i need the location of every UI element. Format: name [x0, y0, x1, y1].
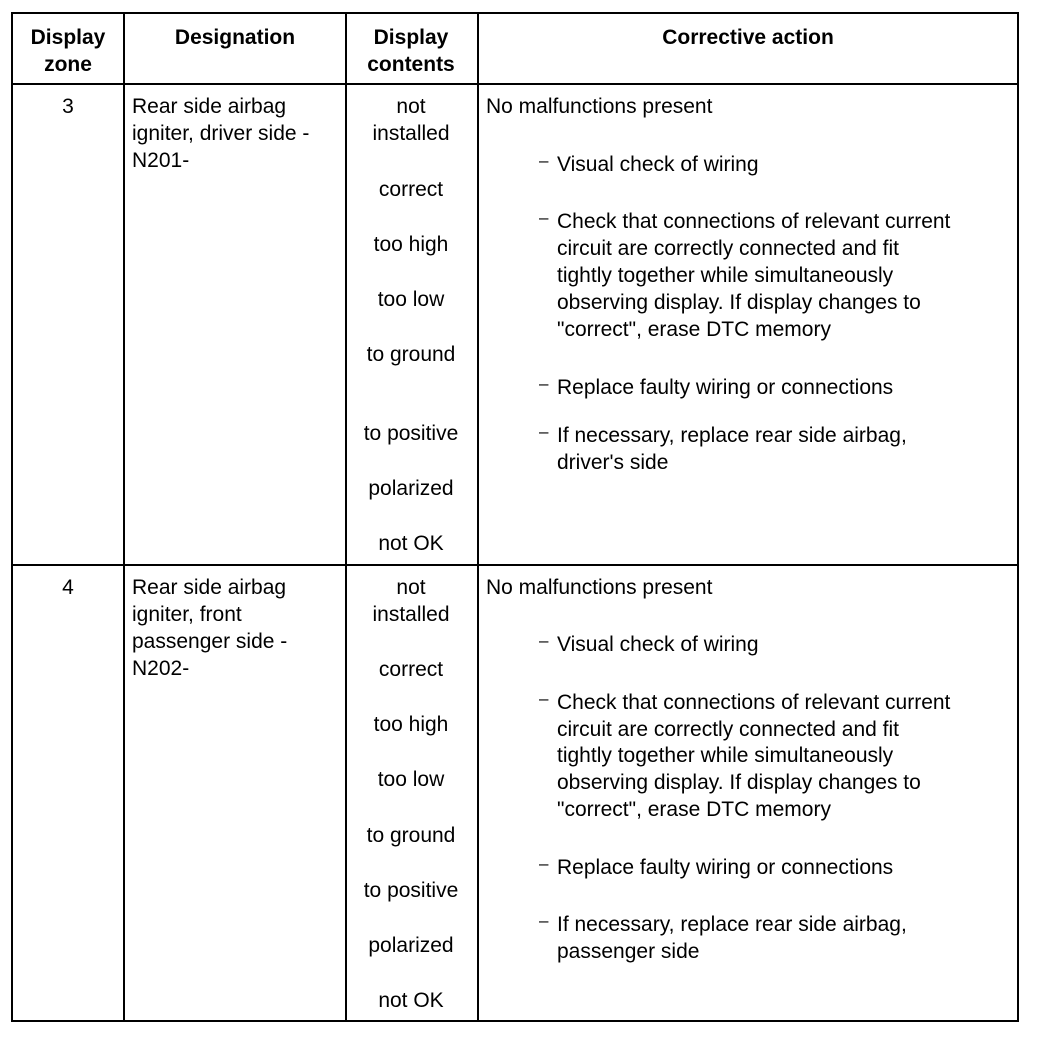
action-intro: No malfunctions present	[486, 95, 713, 118]
action-line: If necessary, replace rear side airbag,	[557, 424, 907, 447]
designation-line: Rear side airbag	[132, 576, 287, 599]
display-content: correct	[378, 658, 444, 681]
zone-number: 4	[62, 576, 74, 599]
display-content: not OK	[378, 989, 444, 1012]
action-line: observing display. If display changes to	[557, 291, 921, 314]
header-contents-line-1: Display	[373, 26, 449, 49]
action-line: circuit are correctly connected and fit	[557, 718, 899, 741]
action-line: Check that connections of relevant current	[557, 691, 951, 714]
display-content: to ground	[366, 824, 456, 847]
bullet-dash: –	[539, 631, 549, 650]
header-zone-line-1: Display	[30, 26, 106, 49]
designation-line: passenger side -	[132, 630, 288, 653]
column-divider	[477, 14, 479, 1020]
bullet-dash: –	[539, 374, 549, 393]
header-zone-line-2: zone	[44, 53, 92, 76]
action-line: driver's side	[557, 451, 669, 474]
action-line: Visual check of wiring	[557, 633, 759, 656]
display-content: installed	[372, 603, 450, 626]
row-divider	[13, 564, 1017, 566]
designation-line: N201-	[132, 149, 190, 172]
display-content: correct	[378, 178, 444, 201]
bullet-dash: –	[539, 854, 549, 873]
zone-number: 3	[62, 95, 74, 118]
designation-line: Rear side airbag	[132, 95, 287, 118]
action-line: Visual check of wiring	[557, 153, 759, 176]
action-line: "correct", erase DTC memory	[557, 798, 831, 821]
action-line: circuit are correctly connected and fit	[557, 237, 899, 260]
display-content: polarized	[368, 934, 454, 957]
bullet-dash: –	[539, 911, 549, 930]
display-content: too low	[377, 288, 445, 311]
display-content: to positive	[363, 422, 459, 445]
action-line: If necessary, replace rear side airbag,	[557, 913, 907, 936]
display-content: installed	[372, 122, 450, 145]
header-contents-line-2: contents	[367, 53, 455, 76]
bullet-dash: –	[539, 208, 549, 227]
column-divider	[345, 14, 347, 1020]
display-content: too low	[377, 768, 445, 791]
display-content: not	[396, 576, 426, 599]
action-line: tightly together while simultaneously	[557, 744, 894, 767]
action-line: Check that connections of relevant current	[557, 210, 951, 233]
bullet-dash: –	[539, 689, 549, 708]
action-line: Replace faulty wiring or connections	[557, 376, 894, 399]
action-line: Replace faulty wiring or connections	[557, 856, 894, 879]
action-line: tightly together while simultaneously	[557, 264, 894, 287]
header-designation: Designation	[174, 26, 296, 49]
designation-line: N202-	[132, 657, 190, 680]
action-line: passenger side	[557, 940, 700, 963]
display-content: not	[396, 95, 426, 118]
display-content: to positive	[363, 879, 459, 902]
bullet-dash: –	[539, 151, 549, 170]
column-divider	[123, 14, 125, 1020]
designation-line: igniter, front	[132, 603, 242, 626]
display-content: too high	[373, 233, 449, 256]
display-content: to ground	[366, 343, 456, 366]
designation-line: igniter, driver side -	[132, 122, 310, 145]
display-content: polarized	[368, 477, 454, 500]
display-content: too high	[373, 713, 449, 736]
bullet-dash: –	[539, 422, 549, 441]
action-intro: No malfunctions present	[486, 576, 713, 599]
header-action: Corrective action	[662, 26, 834, 49]
action-line: observing display. If display changes to	[557, 771, 921, 794]
display-content: not OK	[378, 532, 444, 555]
header-divider	[13, 83, 1017, 85]
action-line: "correct", erase DTC memory	[557, 318, 831, 341]
